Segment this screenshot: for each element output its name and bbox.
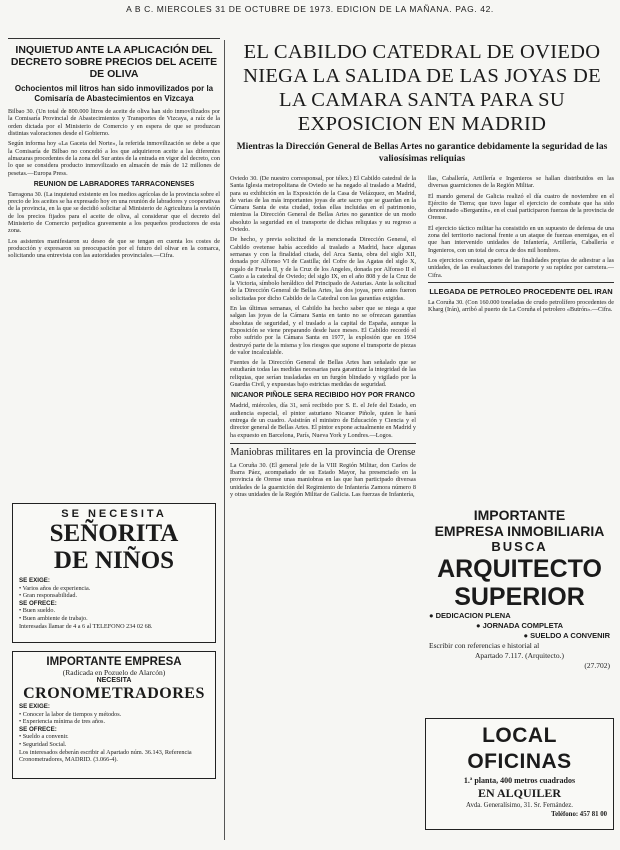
architect-ad-line2: EMPRESA INMOBILIARIA: [434, 523, 605, 539]
architect-ad-line3: BUSCA: [491, 539, 548, 554]
timekeepers-ad-ofrece-label: SE OFRECE:: [19, 725, 57, 733]
timekeepers-ad-ofrece-2: • Seguridad Social.: [19, 740, 67, 748]
timekeepers-ad-exige-1: • Conocer la labor de tiempos y métodos.: [19, 710, 122, 718]
architect-ad: [425, 505, 614, 688]
architect-ad-bullet-3: ● SUELDO A CONVENIR: [523, 631, 610, 640]
office-ad-line1: LOCAL OFICINAS: [467, 724, 572, 773]
pinole-section-heading: NICANOR PIÑOLE SERA RECIBIDO HOY POR FRANCO: [231, 392, 415, 400]
nanny-ad-contact: Interesadas llamar de 4 a 6 al TELEFONO 234 02 68.: [19, 622, 153, 630]
architect-ad-contact-1: Escribir con referencias e historial al: [429, 641, 540, 650]
timekeepers-ad: [12, 651, 216, 779]
nanny-ad-exige-1: • Varios años de experiencia.: [19, 584, 91, 592]
architect-ad-line5: SUPERIOR: [454, 583, 585, 611]
olive-oil-paragraph-1: Bilbao 30. (Un total de 800.000 litros de aceite de oliva han sido inmovilizados por la Comisaría Provincial de Abastecimientos y Transportes de Vizcaya, a raíz de la orden dictada por el Ministerio de Comercio y en espera de que se produzcan distintas valoraciones desde el Gobierno.: [8, 108, 220, 138]
column-divider: [224, 40, 225, 840]
timekeepers-ad-contact: Los interesados deberán escribir al Apartado núm. 36.143, Referencia Cronometradores, MADRID. (3.066-4).: [19, 748, 192, 764]
timekeepers-ad-necesita: NECESITA: [96, 677, 132, 684]
office-ad-line2: 1.ª planta, 400 metros cuadrados: [463, 776, 576, 785]
architect-ad-line4: ARQUITECTO: [437, 555, 602, 583]
nanny-ad-exige-label: SE EXIGE:: [19, 577, 50, 584]
office-ad-line4: Avda. Generalísimo, 31. Sr. Fernández.: [466, 802, 573, 809]
timekeepers-ad-ofrece-1: • Sueldo a convenir.: [19, 733, 69, 741]
page-header: A B C. MIERCOLES 31 DE OCTUBRE DE 1973. EDICION DE LA MAÑANA. PAG. 42.: [126, 4, 494, 14]
architect-ad-bullet-1: ● DEDICACION PLENA: [429, 611, 511, 620]
tarragona-paragraph-1: Tarragona 30. (La inquietud existente en los medios agrícolas de la provincia sobre el precio de los aceites se ha expresado hoy en una reunión de labradores y cooperativas de la provincia, en la que se decidió solicitar al Ministerio de Agricultura la revisión de los precios fijados para el aceite de oliva, al considerar que el decreto del Ministerio de Comercio perjudica gravemente a los pequeños productores de esta zona.: [8, 190, 220, 235]
nanny-ad-ofrece-label: SE OFRECE:: [19, 599, 57, 607]
timekeepers-ad-exige-2: • Experiencia mínima de tres años.: [19, 718, 106, 726]
nanny-ad-exige-2: • Gran responsabilidad.: [19, 592, 78, 600]
maniobras-headline: Maniobras militares en la provincia de Orense: [230, 446, 416, 458]
maniobras-rule: [230, 443, 416, 444]
right-subcolumn-b: [428, 175, 614, 316]
nanny-ad-line1: SE NECESITA: [61, 508, 167, 520]
maniobras-cont-3: El ejercicio táctico militar ha consistido en un supuesto de defensa de una zona del territorio nacional frente a un ataque de fuerzas enemigas, en el que han intervenido unidades de Infantería, Artillería, Caballería e Ingenieros, con un total de cerca de dos mil hombres.: [428, 224, 614, 254]
office-ad: [425, 718, 614, 830]
nanny-ad-ofrece-1: • Buen sueldo.: [19, 607, 56, 615]
maniobras-cont-1: llas, Caballería, Artillería e Ingenieros se hallan distribuidos en las diversas guarniciones de la Región Militar.: [428, 175, 614, 190]
olive-oil-paragraph-2: Según informa hoy «La Gaceta del Norte», la referida inmovilización se debe a que la Comisaría de Bilbao no concedió a los que adquirieron aceite a las diferentes almazaras procedentes de la zona del Sur antes de la entrada en vigor del decreto, con lo que se considera producto inmovilizado en almacén de más de 12 millones de pesetas.—Europa Press.: [8, 140, 220, 177]
maniobras-paragraph: La Coruña 30. (El general jefe de la VIII Región Militar, don Carlos de Ibarra Páez, acompañado de su Estado Mayor, ha presenciado en la provincia de Orense unas maniobras en las que han participado diversas unidades de la guarnición del Regimiento de Infantería Zamora número 8 y otras unidades de la Región Militar de Galicia. Las fuerzas de Infantería,: [230, 461, 416, 498]
maniobras-cont-2: El mando general de Galicia realizó el día cuatro de noviembre en el Ejército de Tierra; que tuvo lugar el ejercicio de combate que ha sido denominado «Bergantín», en el cual participaron fuerzas de la provincia de Orense.: [428, 192, 614, 222]
nanny-ad-ofrece-2: • Buen ambiente de trabajo.: [19, 614, 88, 622]
petroleo-section-heading: LLEGADA DE PETROLEO PROCEDENTE DEL IRAN: [429, 286, 613, 296]
nanny-ad-line2: SEÑORITA: [49, 520, 179, 547]
architect-ad-bullet-2: ● JORNADA COMPLETA: [475, 621, 564, 630]
cathedral-headline: EL CABILDO CATEDRAL DE OVIEDO NIEGA LA SALIDA DE LAS JOYAS DE LA CAMARA SANTA PARA SU EXPOSICION EN MADRID: [243, 41, 601, 135]
architect-ad-contact-2: Apartado 7.117. (Arquitecto.): [474, 651, 565, 660]
timekeepers-ad-subtitle: (Radicada en Pozuelo de Alarcón): [62, 668, 166, 677]
architect-ad-line1: IMPORTANTE: [473, 507, 566, 523]
top-rule: [8, 38, 220, 39]
cathedral-subhead: Mientras la Dirección General de Bellas Artes no garantice debidamente la seguridad de las valiosísimas reliquias: [236, 142, 608, 164]
right-subcolumn-a: [230, 175, 416, 501]
pinole-paragraph: Madrid, miércoles, día 31, será recibido por S. E. el Jefe del Estado, en audiencia especial, el pintor asturiano Nicanor Piñole, quien le hará entrega de un cuadro. Asistirán el ministro de Educación y Ciencia y el director general de Bellas Artes. El pintor expone actualmente en Madrid y ha expuesto en Barcelona, París, Nueva York y Londres.—Logos.: [230, 402, 416, 439]
architect-ad-ref: (27.702): [584, 661, 610, 670]
nanny-ad-line3: DE NIÑOS: [53, 547, 175, 574]
tarragona-paragraph-2: Los asistentes manifestaron su deseo de que se tengan en cuenta los costes de producción y expresaron su preocupación por el futuro del olivar en la comarca, solicitando una entrevista con las autoridades provinciales.—Cifra.: [8, 237, 220, 260]
olive-oil-headline: INQUIETUD ANTE LA APLICACIÓN DEL DECRETO SOBRE PRECIOS DEL ACEITE DE OLIVA: [10, 44, 218, 80]
office-ad-line5: Teléfono: 457 81 00: [551, 811, 607, 818]
timekeepers-ad-title: IMPORTANTE EMPRESA: [46, 656, 182, 668]
maniobras-cont-4: Los ejercicios constan, aparte de las finalidades propias de adiestrar a las unidades, de las evaluaciones del transporte y su rapidez por carretera.—Cifra.: [428, 256, 614, 279]
tarragona-section-heading: REUNION DE LABRADORES TARRACONENSES: [33, 180, 195, 188]
timekeepers-ad-big: CRONOMETRADORES: [23, 685, 205, 702]
nanny-ad: [12, 503, 216, 643]
office-ad-line3: EN ALQUILER: [477, 786, 562, 800]
petroleo-paragraph: La Coruña 30. (Con 160.000 toneladas de crudo petrolífero procedentes de Kharg (Irán), arribó al puerto de La Coruña el petrolero «Butrón».—Cifra.: [428, 298, 614, 314]
timekeepers-ad-exige-label: SE EXIGE:: [19, 703, 50, 710]
cathedral-paragraph-2: De hecho, y previa solicitud de la mencionada Dirección General, el Cabildo ovetense había accedido al traslado a Madrid, hace algunas semanas y con la finalidad citada, del Arca Santa, obra del siglo XII, donada por Alfonso VI de Castilla; del Cofre de las Agatas del siglo X, regalo de Fruela II, y de la Cruz de los Angeles, donada por Alfonso II el Casto a la catedral de Oviedo; del siglo IX, en el año 808 y de la Cruz de la Victoria, símbolo heráldico del Principado de Asturias. Ante la solicitud de la Dirección General de Bellas Artes, las dos joyas, pero antes fueron solicitadas por dicho Cabildo de la Catedral con las garantías exigidas.: [230, 236, 416, 302]
cathedral-paragraph-1: Oviedo 30. (De nuestro corresponsal, por télex.) El Cabildo catedral de la Santa Iglesia metropolitana de Oviedo se ha negado al traslado a Madrid, para su exhibición en la Exposición de la Casa de Velázquez, en Madrid, de varias de las más importantes joyas de arte sacro que se guardan en la Cámara Santa de esta ciudad, todas ellas incluidas en el patrimonio, mientras la Dirección General de Bellas Artes no garantice de un modo absoluto la seguridad en el transporte de dichas reliquias y su regreso a Oviedo.: [230, 175, 416, 234]
cathedral-paragraph-3: En las últimas semanas, el Cabildo ha hecho saber que se niega a que salgan las joyas de la Cámara Santa en tanto no se ofrezcan garantías absolutas de seguridad, y el traslado a la capital de España, aunque la Exposición se viene preparando desde hace meses. El Cabildo recordó el robo sufrido por la Cámara Santa en 1977, la explosión que en 1934 destruyó parte de la misma y los riesgos que supone el transporte de piezas de valor incalculable.: [230, 305, 416, 356]
olive-oil-subhead: Ochocientos mil litros han sido inmovilizados por la Comisaría de Abastecimientos en Vizcaya: [14, 84, 214, 103]
petroleo-rule: [428, 282, 614, 283]
cathedral-paragraph-4: Fuentes de la Dirección General de Bellas Artes han señalado que se estudiarán todas las medidas necesarias para garantizar la integridad de las reliquias, que serían trasladadas en un furgón blindado y vigilado por la Guardia Civil, y expuestas bajo estrictas medidas de seguridad.: [230, 359, 416, 389]
